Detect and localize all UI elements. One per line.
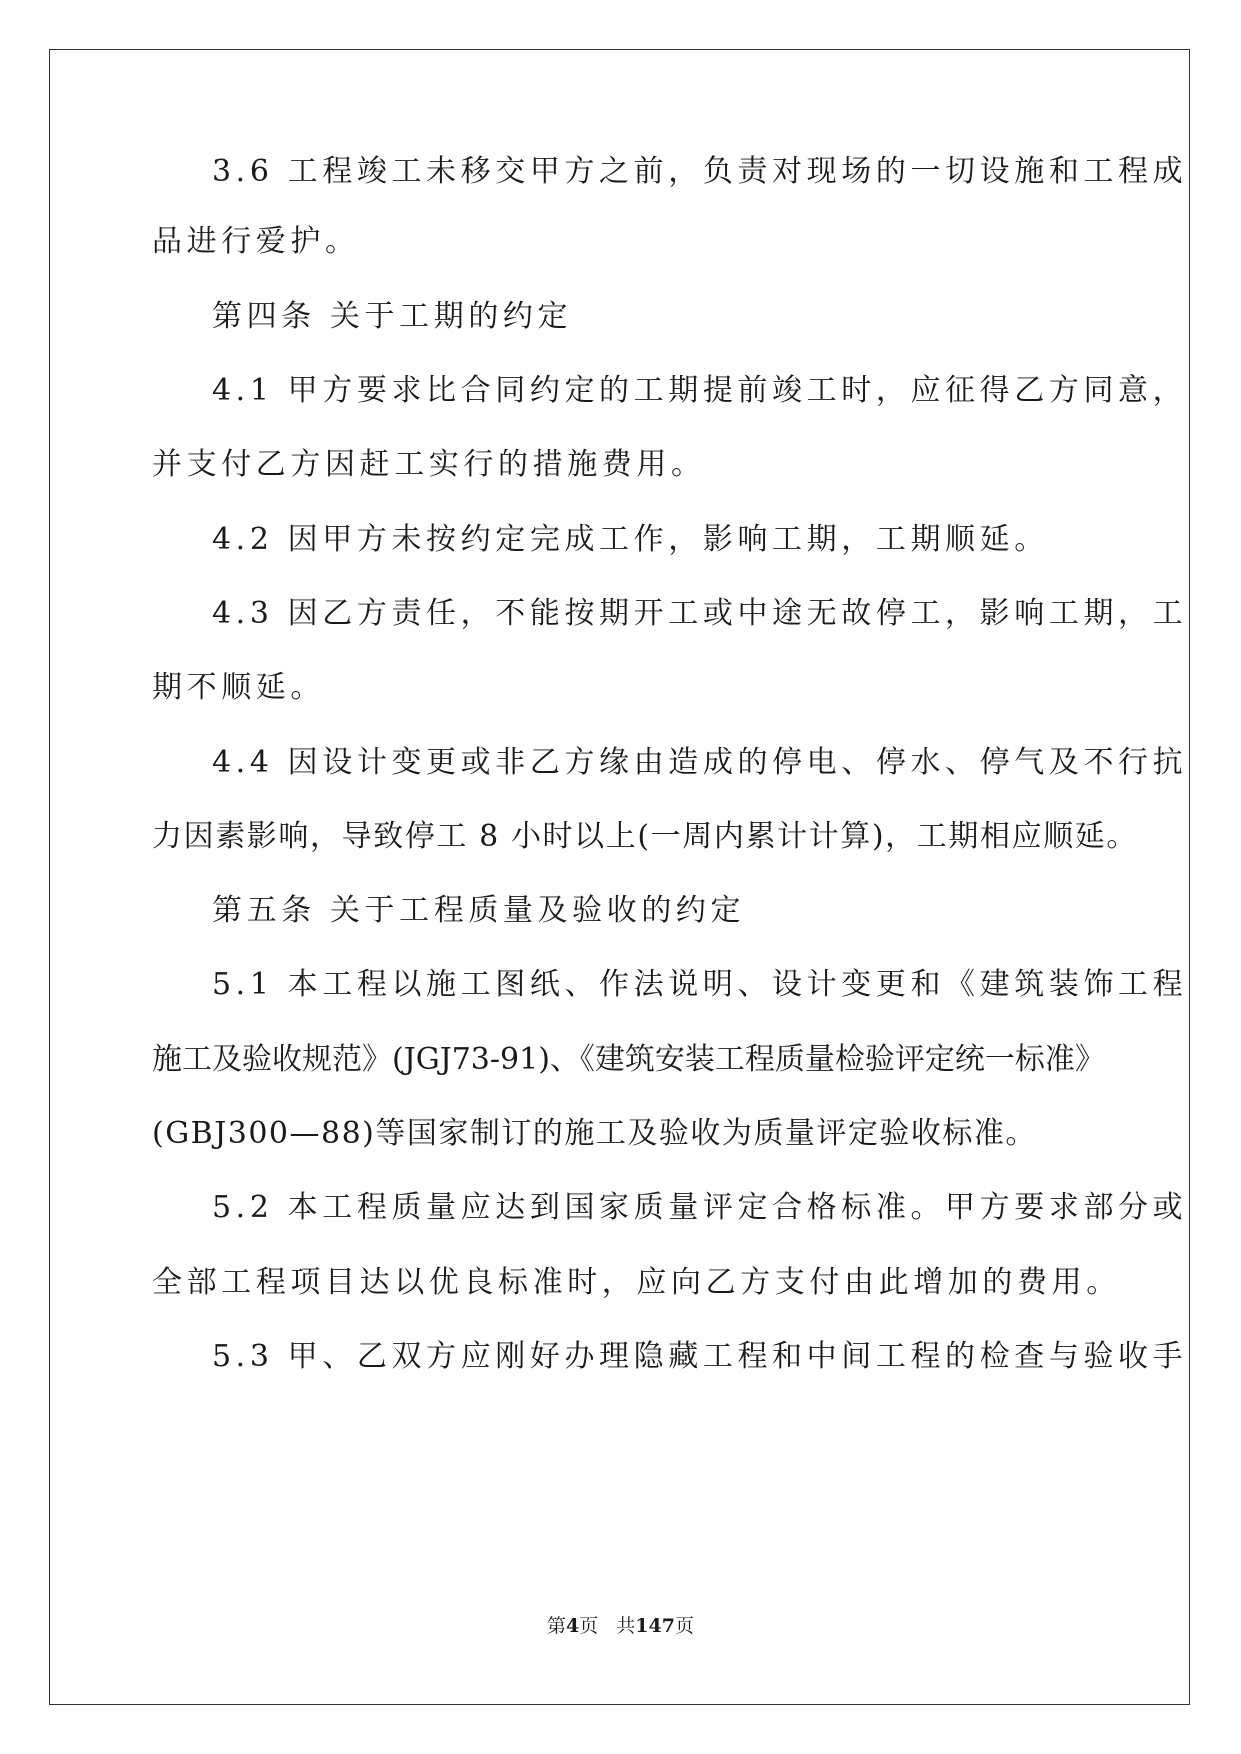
- paragraph-4-3-line-1: 4.3 因乙方责任，不能按期开工或中途无故停工，影响工期，工: [212, 596, 1188, 631]
- article-5-heading: 第五条 关于工程质量及验收的约定: [212, 893, 746, 928]
- paragraph-5-1-line-2: 施工及验收规范》(JGJ73-91)、《建筑安装工程质量检验评定统一标准》: [152, 1042, 1105, 1077]
- paragraph-5-3-line-1: 5.3 甲、乙双方应刚好办理隐藏工程和中间工程的检查与验收手: [212, 1339, 1188, 1374]
- paragraph-4-2: 4.2 因甲方未按约定完成工作，影响工期，工期顺延。: [212, 522, 1049, 557]
- page-footer: [0, 1614, 1241, 1638]
- total-pages: 147: [635, 1615, 675, 1637]
- total-suffix: 页: [674, 1615, 694, 1637]
- paragraph-5-1-line-3: (GBJ300—88)等国家制订的施工及验收为质量评定验收标准。: [152, 1116, 1037, 1151]
- paragraph-5-2-line-1: 5.2 本工程质量应达到国家质量评定合格标准。甲方要求部分或: [212, 1190, 1188, 1225]
- article-4-heading: 第四条 关于工期的约定: [212, 299, 573, 334]
- paragraph-4-4-line-2: 力因素影响，导致停工 8 小时以上(一周内累计计算)，工期相应顺延。: [152, 819, 1138, 854]
- paragraph-4-1-line-2: 并支付乙方因赶工实行的措施费用。: [152, 447, 706, 482]
- paragraph-3-6-line-1: 3.6 工程竣工未移交甲方之前，负责对现场的一切设施和工程成: [212, 154, 1188, 189]
- page-prefix: 第: [547, 1615, 567, 1637]
- paragraph-5-1-line-1: 5.1 本工程以施工图纸、作法说明、设计变更和《建筑装饰工程: [212, 967, 1188, 1002]
- total-prefix: 共: [616, 1615, 636, 1637]
- paragraph-4-4-line-1: 4.4 因设计变更或非乙方缘由造成的停电、停水、停气及不行抗: [212, 745, 1188, 780]
- paragraph-5-2-line-2: 全部工程项目达以优良标准时，应向乙方支付由此增加的费用。: [152, 1265, 1121, 1300]
- paragraph-4-3-line-2: 期不顺延。: [152, 670, 325, 705]
- page-suffix: 页: [579, 1615, 599, 1637]
- paragraph-4-1-line-1: 4.1 甲方要求比合同约定的工期提前竣工时，应征得乙方同意，: [212, 373, 1188, 408]
- paragraph-3-6-line-2: 品进行爱护。: [152, 224, 360, 259]
- page-number: 4: [566, 1615, 580, 1637]
